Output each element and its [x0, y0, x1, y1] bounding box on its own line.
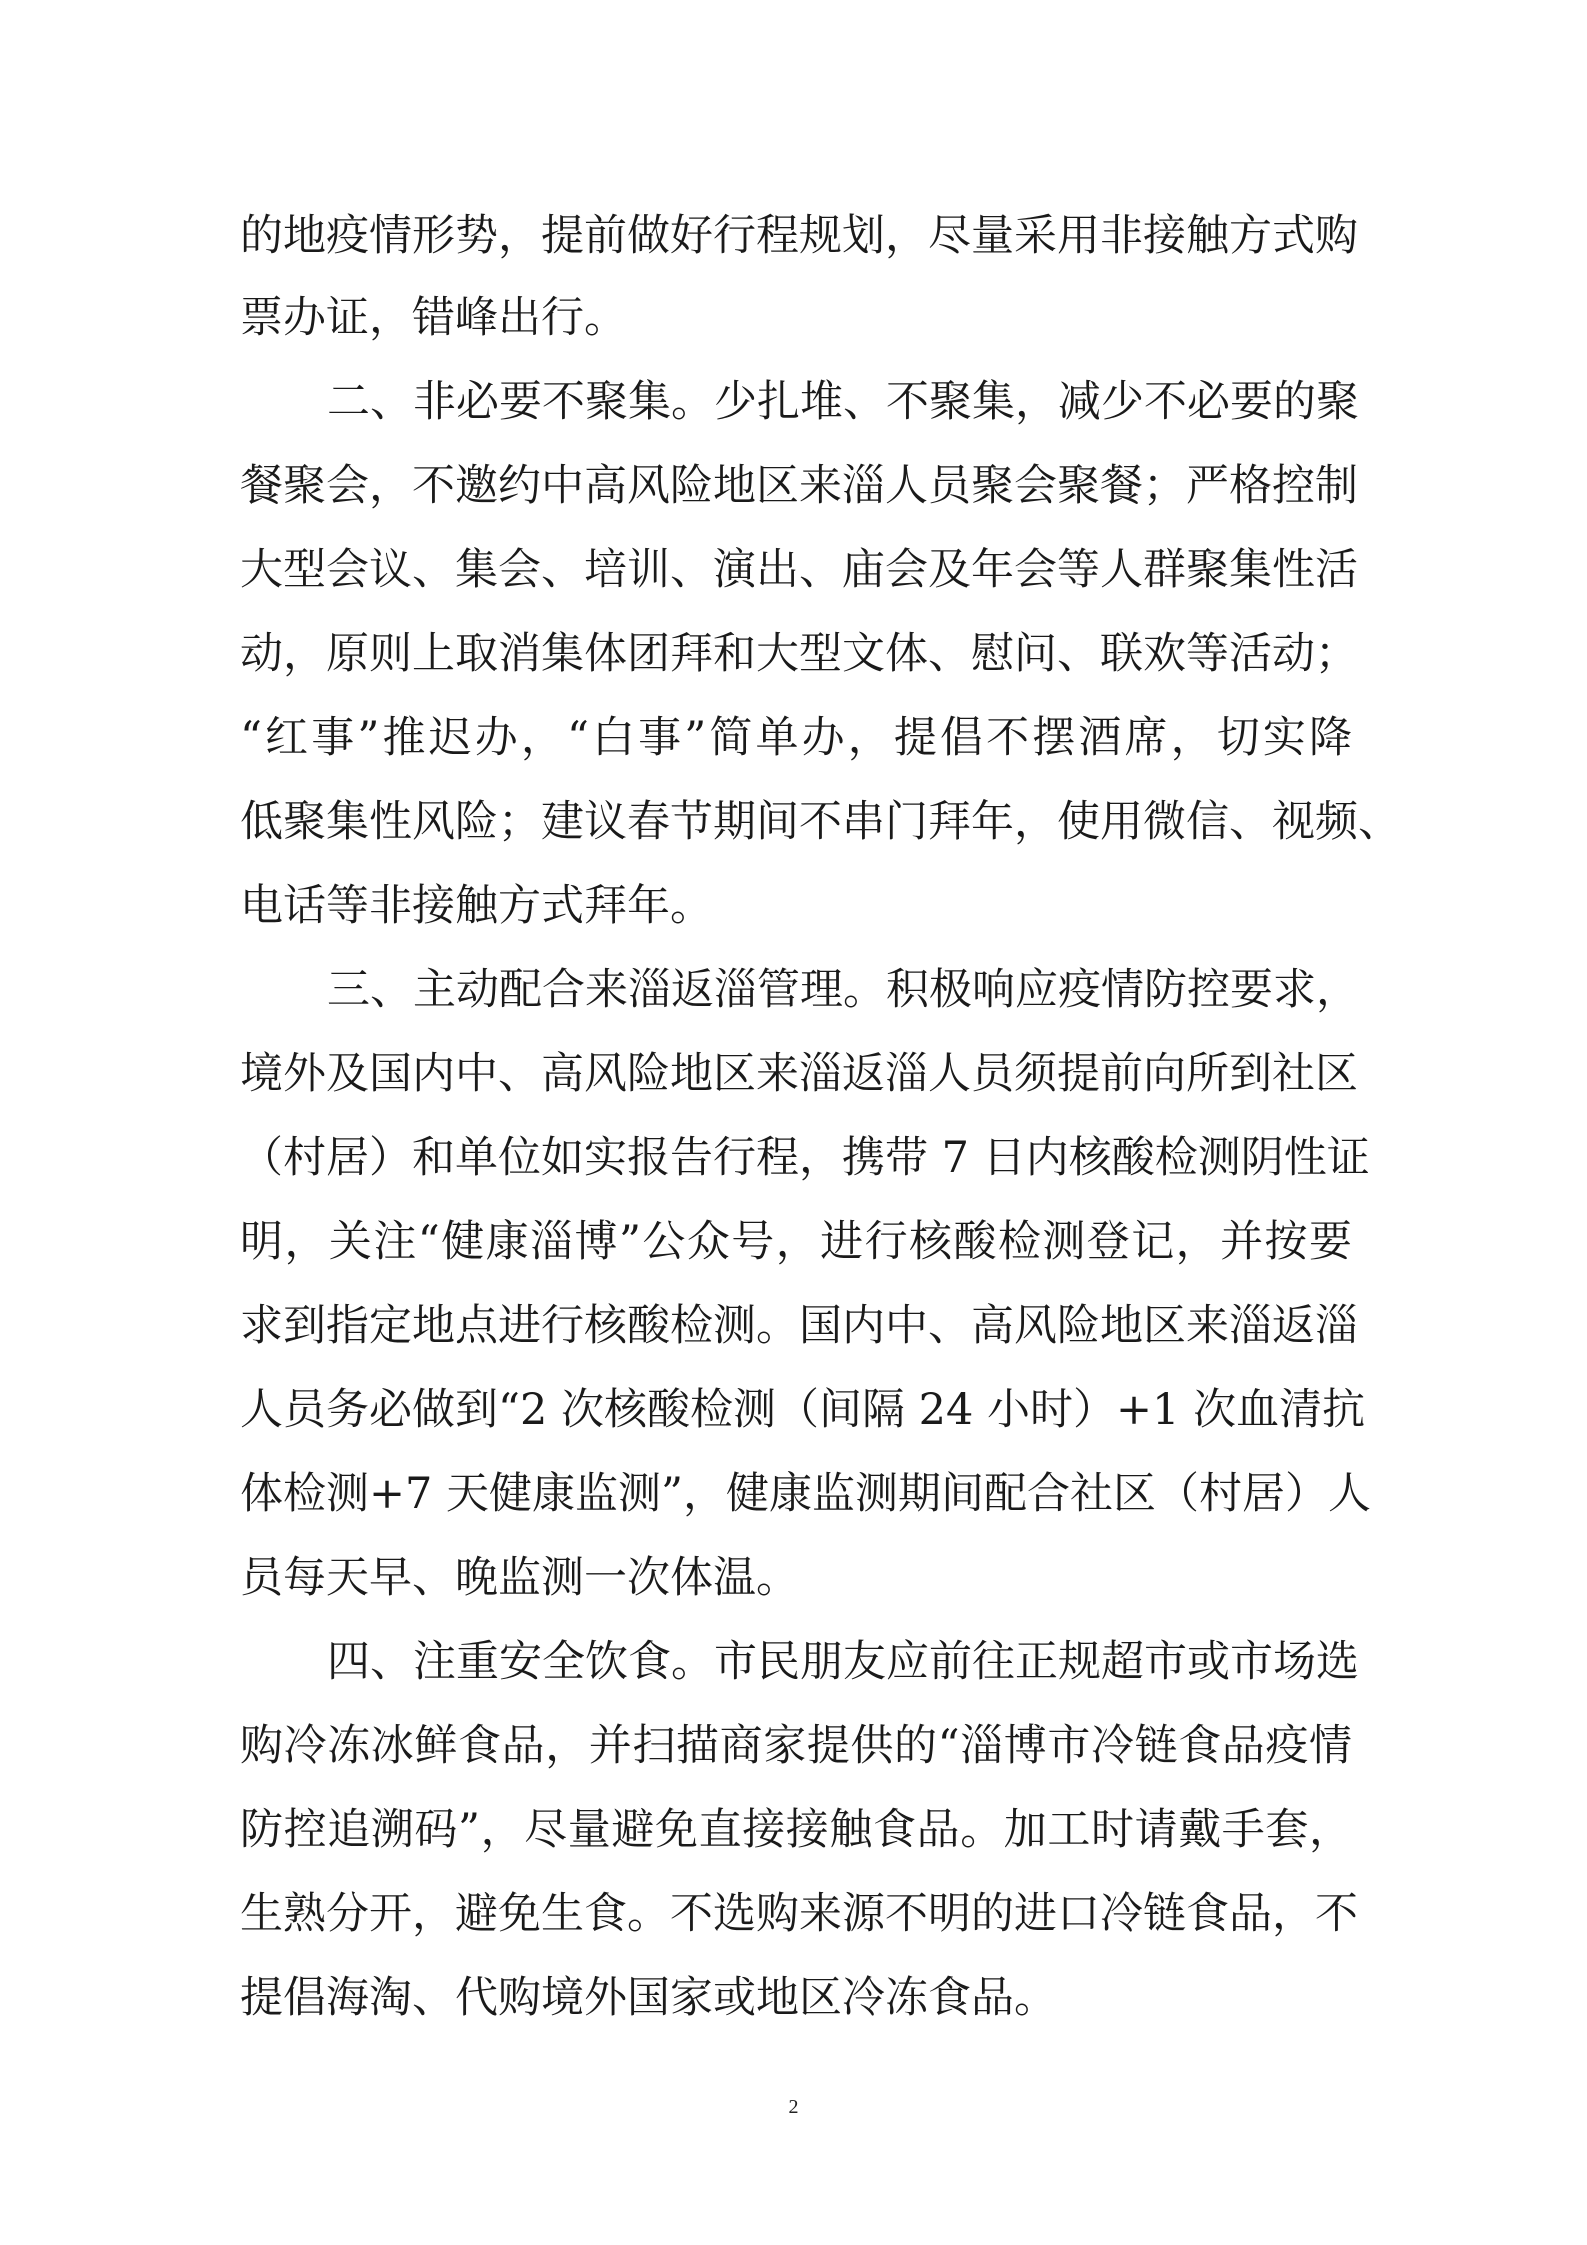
text-line: 餐聚会，不邀约中高风险地区来淄人员聚会聚餐；严格控制 — [240, 461, 1358, 511]
paragraph-heading-4: 四、注重安全饮食。市民朋友应前往正规超市或市场选 — [327, 1637, 1359, 1687]
text-line: 境外及国内中、高风险地区来淄返淄人员须提前向所到社区 — [240, 1049, 1358, 1099]
text-line: 票办证，错峰出行。 — [240, 293, 627, 343]
text-line: 的地疫情形势，提前做好行程规划，尽量采用非接触方式购 — [240, 211, 1358, 261]
text-line: “红事”推迟办，“白事”简单办，提倡不摆酒席，切实降 — [240, 713, 1352, 763]
text-line: 求到指定地点进行核酸检测。国内中、高风险地区来淄返淄 — [240, 1301, 1358, 1351]
text-line: 员每天早、晚监测一次体温。 — [240, 1553, 799, 1603]
paragraph-heading-3: 三、主动配合来淄返淄管理。积极响应疫情防控要求， — [327, 965, 1359, 1015]
text-line: 提倡海淘、代购境外国家或地区冷冻食品。 — [240, 1973, 1057, 2023]
text-line: 体检测+7 天健康监测”，健康监测期间配合社区（村居）人 — [240, 1469, 1372, 1519]
text-line: 动，原则上取消集体团拜和大型文体、慰问、联欢等活动； — [240, 629, 1358, 679]
text-line: 大型会议、集会、培训、演出、庙会及年会等人群聚集性活 — [240, 545, 1358, 595]
text-line: 电话等非接触方式拜年。 — [240, 881, 713, 931]
text-line: 低聚集性风险；建议春节期间不串门拜年，使用微信、视频、 — [240, 797, 1401, 847]
text-line: （村居）和单位如实报告行程，携带 7 日内核酸检测阴性证 — [240, 1133, 1370, 1183]
text-line: 人员务必做到“2 次核酸检测（间隔 24 小时）+1 次血清抗 — [240, 1385, 1366, 1435]
text-line: 购冷冻冰鲜食品，并扫描商家提供的“淄博市冷链食品疫情 — [240, 1721, 1352, 1771]
text-line: 防控追溯码”，尽量避免直接接触食品。加工时请戴手套， — [240, 1805, 1352, 1855]
page-number: 2 — [788, 2096, 799, 2118]
text-line: 生熟分开，避免生食。不选购来源不明的进口冷链食品，不 — [240, 1889, 1358, 1939]
text-line: 明，关注“健康淄博”公众号，进行核酸检测登记，并按要 — [240, 1217, 1352, 1267]
paragraph-heading-2: 二、非必要不聚集。少扎堆、不聚集，减少不必要的聚 — [327, 377, 1359, 427]
